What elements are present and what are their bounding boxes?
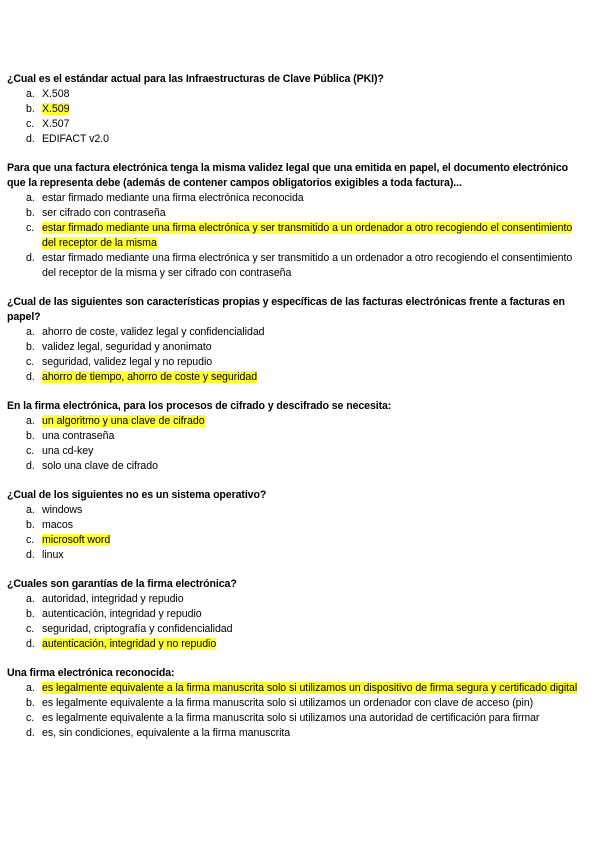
question-text: Una firma electrónica reconocida: bbox=[7, 667, 175, 679]
answer-option bbox=[7, 459, 580, 474]
answer-option bbox=[7, 711, 580, 726]
option-letter: c. bbox=[26, 356, 35, 368]
option-letter: b. bbox=[26, 341, 35, 353]
question-text: ¿Cuales son garantías de la firma electrónica? bbox=[7, 578, 237, 590]
option-letter: b. bbox=[26, 103, 35, 115]
highlighted-answer-text: estar firmado mediante una firma electrónica y ser transmitido a un ordenador a otro recogiendo el consentimiento del receptor de la misma bbox=[42, 222, 573, 249]
option-text: EDIFACT v2.0 bbox=[42, 133, 109, 145]
answer-option bbox=[7, 548, 580, 563]
option-text: X.507 bbox=[42, 118, 70, 130]
highlighted-answer-text: un algoritmo y una clave de cifrado bbox=[42, 415, 205, 427]
answer-option-correct bbox=[7, 370, 580, 385]
answer-option-correct bbox=[7, 681, 580, 696]
answer-option bbox=[7, 518, 580, 533]
answer-options bbox=[7, 87, 580, 147]
option-letter: d. bbox=[26, 252, 35, 264]
answer-options bbox=[7, 592, 580, 652]
question-block bbox=[7, 488, 580, 563]
option-text: windows bbox=[42, 504, 83, 516]
answer-option bbox=[7, 622, 580, 637]
highlighted-answer-text: autenticación, integridad y no repudio bbox=[42, 638, 217, 650]
option-text: seguridad, criptografía y confidencialidad bbox=[42, 623, 233, 635]
option-letter: a. bbox=[26, 415, 35, 427]
option-letter: c. bbox=[26, 623, 35, 635]
answer-options bbox=[7, 191, 580, 281]
question-text: ¿Cual de los siguientes no es un sistema operativo? bbox=[7, 489, 267, 501]
highlighted-answer-text: X.509 bbox=[42, 103, 70, 115]
answer-options bbox=[7, 414, 580, 474]
answer-option-correct bbox=[7, 221, 580, 251]
option-letter: b. bbox=[26, 519, 35, 531]
option-letter: b. bbox=[26, 697, 35, 709]
answer-options bbox=[7, 681, 580, 741]
question-text: ¿Cual es el estándar actual para las Infraestructuras de Clave Pública (PKI)? bbox=[7, 73, 384, 85]
option-letter: a. bbox=[26, 326, 35, 338]
option-letter: d. bbox=[26, 133, 35, 145]
option-text: linux bbox=[42, 549, 64, 561]
option-letter: a. bbox=[26, 504, 35, 516]
option-letter: d. bbox=[26, 460, 35, 472]
answer-option bbox=[7, 340, 580, 355]
option-text: macos bbox=[42, 519, 73, 531]
answer-option bbox=[7, 132, 580, 147]
option-text: X.508 bbox=[42, 88, 70, 100]
answer-option-correct bbox=[7, 102, 580, 117]
option-text: estar firmado mediante una firma electrónica reconocida bbox=[42, 192, 304, 204]
question-block bbox=[7, 161, 580, 281]
option-letter: d. bbox=[26, 727, 35, 739]
option-text: una cd-key bbox=[42, 445, 94, 457]
answer-option-correct bbox=[7, 414, 580, 429]
option-text: solo una clave de cifrado bbox=[42, 460, 158, 472]
option-text: validez legal, seguridad y anonimato bbox=[42, 341, 212, 353]
option-letter: d. bbox=[26, 549, 35, 561]
option-letter: c. bbox=[26, 118, 35, 130]
option-text: una contraseña bbox=[42, 430, 115, 442]
answer-option-correct bbox=[7, 533, 580, 548]
answer-option bbox=[7, 87, 580, 102]
answer-option bbox=[7, 429, 580, 444]
question-text: ¿Cual de las siguientes son características propias y específicas de las facturas electrónicas frente a facturas en papel? bbox=[7, 296, 565, 323]
answer-option bbox=[7, 325, 580, 340]
option-letter: a. bbox=[26, 682, 35, 694]
answer-option bbox=[7, 726, 580, 741]
answer-option bbox=[7, 444, 580, 459]
question-block bbox=[7, 577, 580, 652]
answer-options bbox=[7, 325, 580, 385]
option-text: es legalmente equivalente a la firma manuscrita solo si utilizamos un ordenador con clave de acceso (pin) bbox=[42, 697, 534, 709]
option-letter: c. bbox=[26, 445, 35, 457]
answer-option bbox=[7, 191, 580, 206]
option-letter: c. bbox=[26, 534, 35, 546]
option-text: autoridad, integridad y repudio bbox=[42, 593, 184, 605]
highlighted-answer-text: ahorro de tiempo, ahorro de coste y seguridad bbox=[42, 371, 258, 383]
option-letter: a. bbox=[26, 88, 35, 100]
option-text: estar firmado mediante una firma electrónica y ser transmitido a un ordenador a otro recogiendo el consentimiento del receptor de la misma y ser cifrado con contraseña bbox=[42, 252, 573, 279]
option-text: autenticación, integridad y repudio bbox=[42, 608, 202, 620]
answer-option bbox=[7, 251, 580, 281]
option-text: ser cifrado con contraseña bbox=[42, 207, 166, 219]
question-block bbox=[7, 295, 580, 385]
option-letter: b. bbox=[26, 608, 35, 620]
option-letter: c. bbox=[26, 712, 35, 724]
question-text: En la firma electrónica, para los procesos de cifrado y descifrado se necesita: bbox=[7, 400, 392, 412]
option-letter: c. bbox=[26, 222, 35, 234]
answer-option bbox=[7, 696, 580, 711]
question-block bbox=[7, 666, 580, 741]
highlighted-answer-text: microsoft word bbox=[42, 534, 111, 546]
option-text: es, sin condiciones, equivalente a la firma manuscrita bbox=[42, 727, 291, 739]
answer-option-correct bbox=[7, 637, 580, 652]
option-text: seguridad, validez legal y no repudio bbox=[42, 356, 213, 368]
answer-option bbox=[7, 503, 580, 518]
option-letter: d. bbox=[26, 638, 35, 650]
option-letter: b. bbox=[26, 430, 35, 442]
option-letter: d. bbox=[26, 371, 35, 383]
answer-option bbox=[7, 117, 580, 132]
option-letter: a. bbox=[26, 192, 35, 204]
answer-option bbox=[7, 355, 580, 370]
option-text: ahorro de coste, validez legal y confidencialidad bbox=[42, 326, 265, 338]
highlighted-answer-text: es legalmente equivalente a la firma manuscrita solo si utilizamos un dispositivo de firma segura y certificado digital bbox=[42, 682, 578, 694]
option-letter: a. bbox=[26, 593, 35, 605]
answer-options bbox=[7, 503, 580, 563]
answer-option bbox=[7, 607, 580, 622]
question-text: Para que una factura electrónica tenga la misma validez legal que una emitida en papel, el documento electrónico que la representa debe (además de contener campos obligatorios exigibles a toda factura)... bbox=[7, 162, 569, 189]
answer-option bbox=[7, 592, 580, 607]
answer-option bbox=[7, 206, 580, 221]
question-block bbox=[7, 399, 580, 474]
question-block bbox=[7, 72, 580, 147]
option-text: es legalmente equivalente a la firma manuscrita solo si utilizamos una autoridad de certificación para firmar bbox=[42, 712, 540, 724]
option-letter: b. bbox=[26, 207, 35, 219]
